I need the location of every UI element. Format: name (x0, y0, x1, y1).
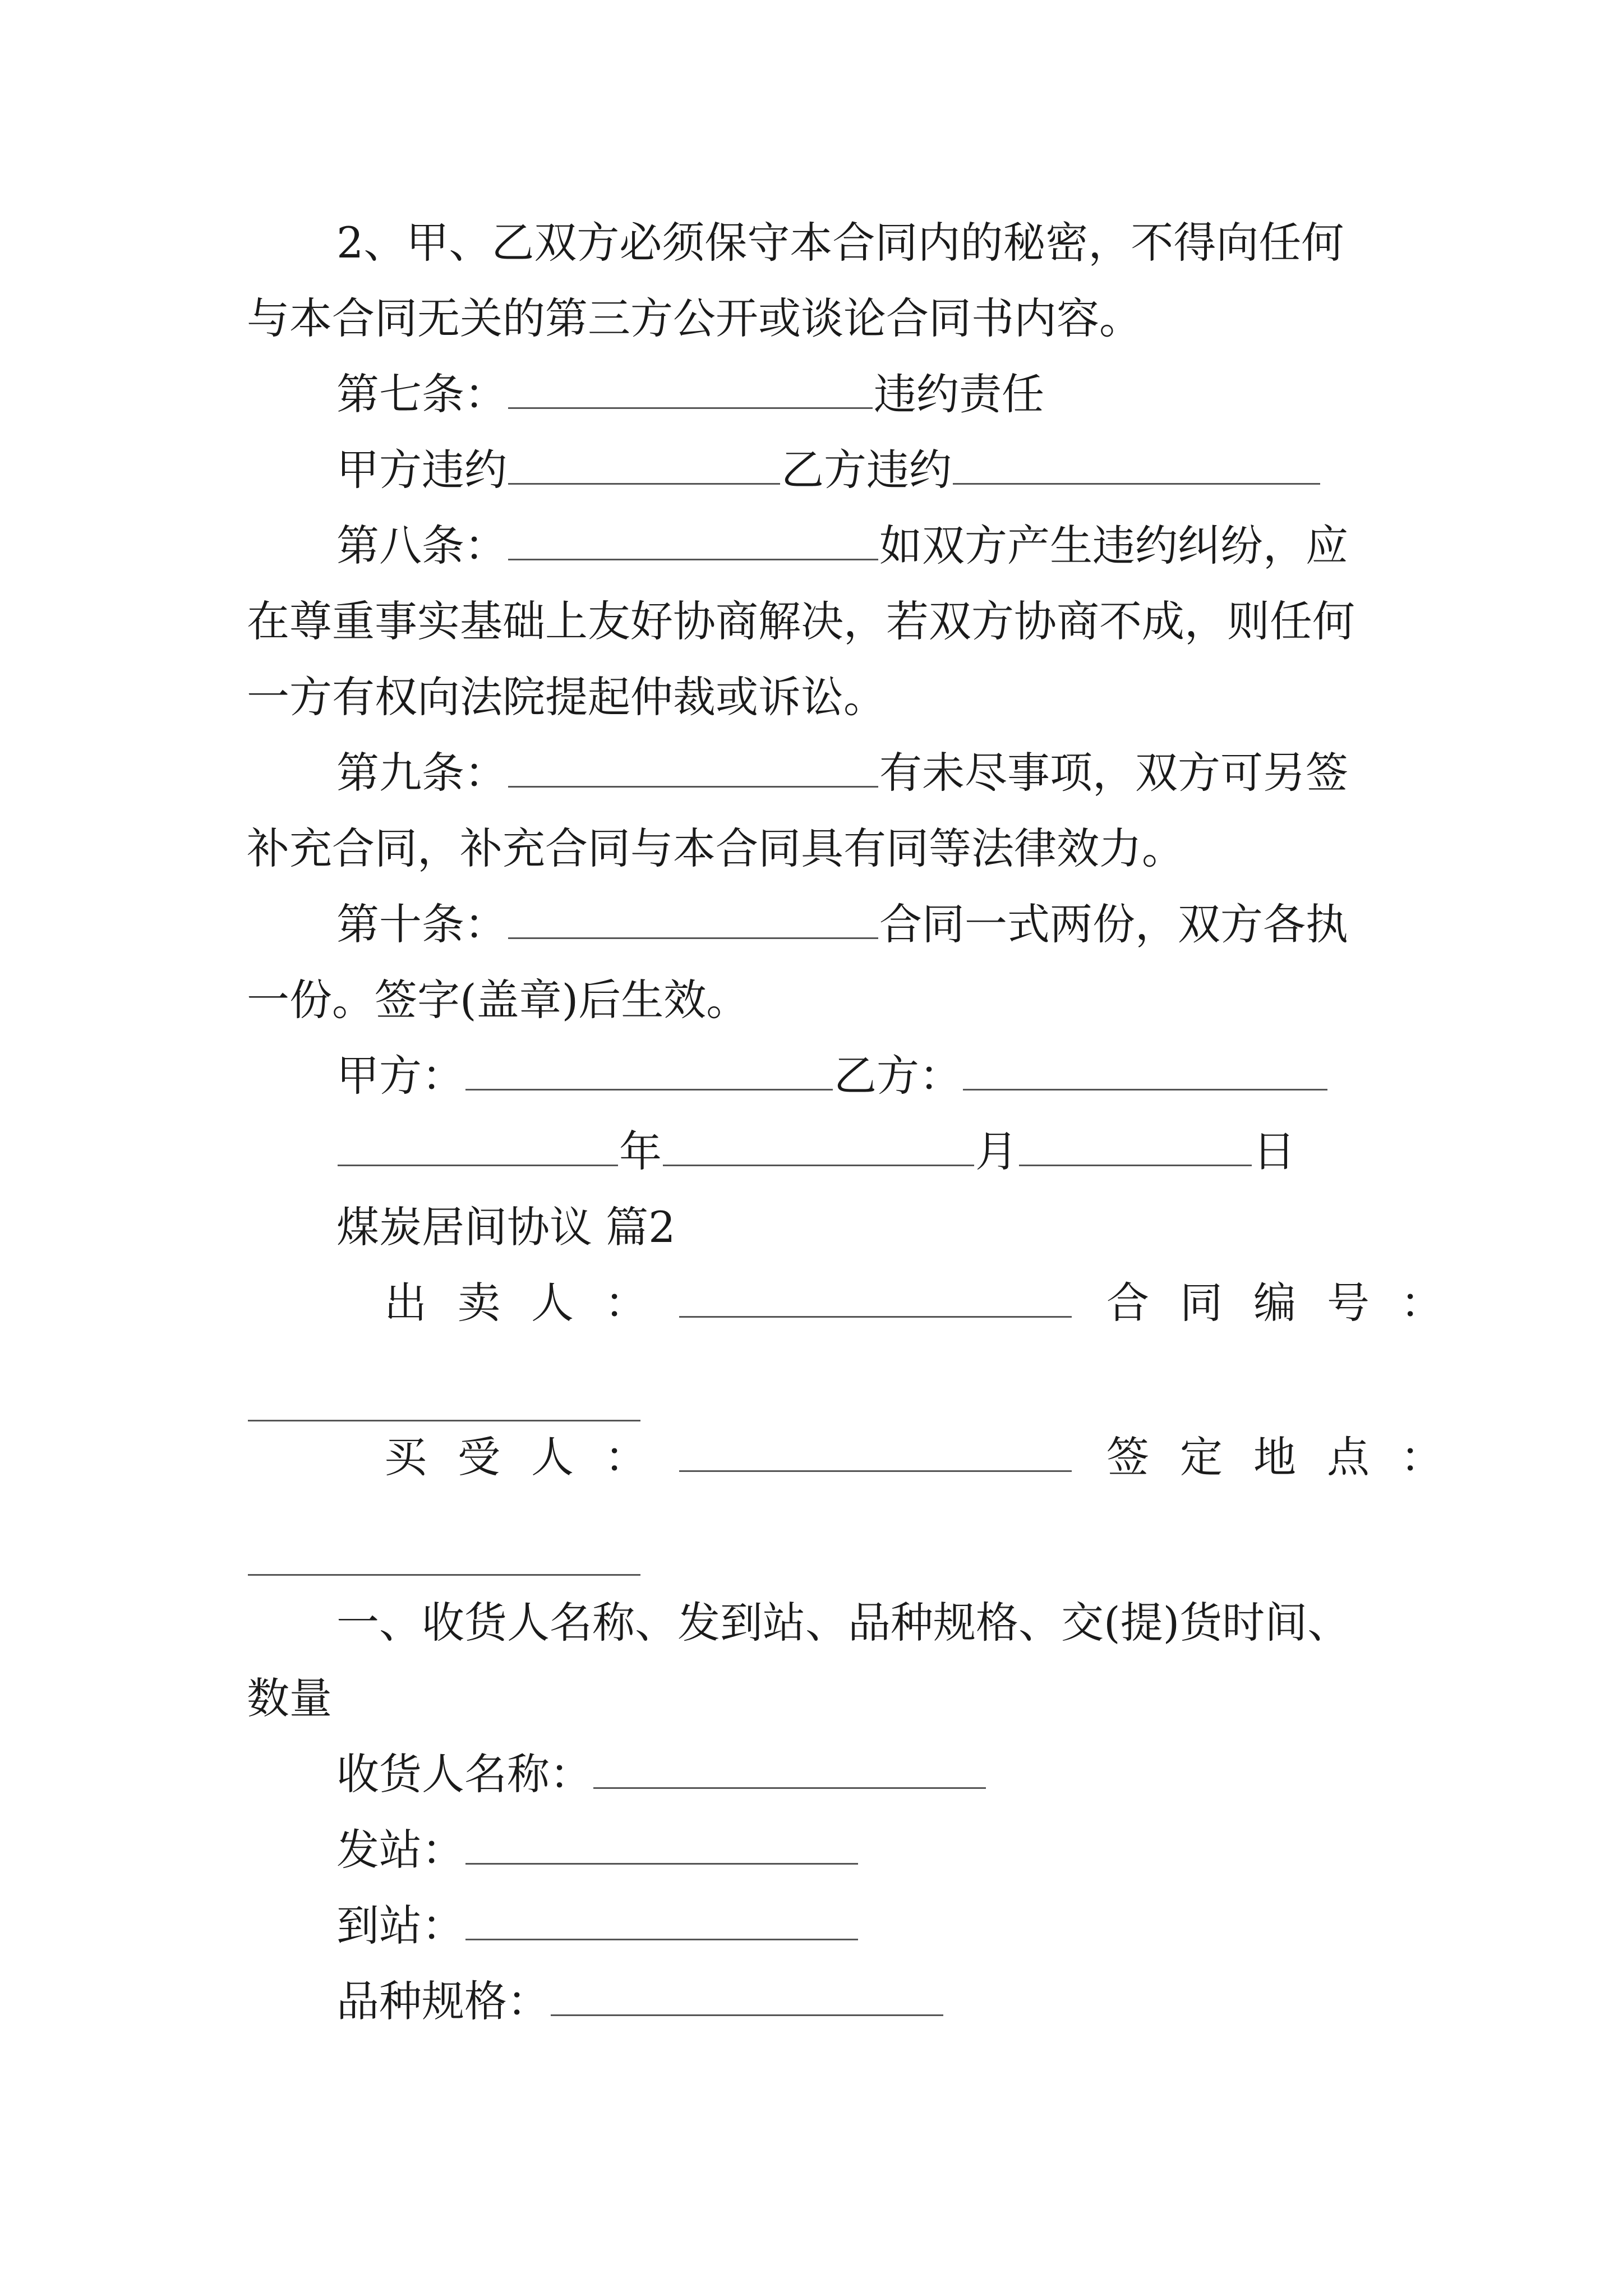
day-blank (1019, 1164, 1252, 1166)
article-8-line1 (336, 521, 1348, 570)
sign-place-blank-line (247, 1540, 642, 1582)
arrive-station-line (336, 1901, 859, 1950)
depart-station-line (336, 1825, 859, 1875)
party-a-breach-label: 甲方违约 (336, 445, 507, 495)
party-b-blank (963, 1088, 1327, 1091)
contract-no-blank-line (247, 1386, 642, 1428)
article-8-label: 第八条： (336, 521, 507, 570)
month-blank (663, 1164, 974, 1166)
article-9-line1 (336, 748, 1348, 798)
article-8-text: 如双方产生违约纠纷，应 (879, 521, 1348, 570)
party-b-breach-blank (953, 482, 1320, 485)
party-a-breach-blank (508, 482, 780, 485)
date-line (336, 1126, 1295, 1176)
depart-station-blank (465, 1862, 858, 1865)
arrive-station-label: 到站： (336, 1901, 464, 1950)
article-10-text: 合同一式两份，双方各执 (879, 899, 1348, 949)
year-label: 年 (619, 1126, 662, 1176)
clause-1-line1: 一、收货人名称、发到站、品种规格、交(提)货时间、 (336, 1598, 1350, 1648)
article-9-label: 第九条： (336, 748, 507, 798)
consignee-label: 收货人名称： (336, 1749, 592, 1799)
paragraph-confidentiality-line2: 与本合同无关的第三方公开或谈论合同书内容。 (247, 293, 1142, 343)
spec-blank (551, 2014, 943, 2016)
seller-blank (679, 1315, 1072, 1318)
article-7-label: 第七条： (336, 369, 507, 419)
article-10-blank (508, 937, 878, 939)
depart-station-label: 发站： (336, 1825, 464, 1875)
arrive-station-blank (465, 1938, 858, 1940)
article-8-line2: 在尊重事实基础上友好协商解决，若双方协商不成，则任何 (247, 596, 1355, 646)
party-signature-line (336, 1051, 1329, 1101)
contract-no-blank (248, 1419, 640, 1421)
seller-line (384, 1278, 1474, 1328)
consignee-line (336, 1749, 987, 1799)
article-9-line2: 补充合同，补充合同与本合同具有同等法律效力。 (247, 823, 1184, 873)
buyer-blank (679, 1470, 1072, 1472)
consignee-blank (593, 1787, 986, 1789)
breach-line (336, 445, 1321, 495)
contract-no-label: 合同编号： (1106, 1278, 1474, 1328)
paragraph-confidentiality-line1: 2、甲、乙双方必须保守本合同内的秘密，不得向任何 (336, 218, 1344, 268)
article-10-line1 (336, 899, 1348, 949)
article-7-line (336, 369, 1044, 419)
sign-place-label: 签定地点： (1106, 1432, 1474, 1482)
article-9-text: 有未尽事项，双方可另签 (879, 748, 1348, 798)
spec-label: 品种规格： (336, 1976, 550, 2026)
article-8-blank (508, 558, 878, 560)
party-a-blank (465, 1088, 833, 1091)
buyer-line (384, 1432, 1474, 1482)
article-7-blank (508, 407, 873, 409)
buyer-label: 买受人： (384, 1432, 678, 1482)
seller-label: 出卖人： (384, 1278, 678, 1328)
article-9-blank (508, 785, 878, 788)
sign-place-blank (248, 1573, 640, 1576)
article-10-line2: 一份。签字(盖章)后生效。 (247, 975, 749, 1025)
clause-1-line2: 数量 (247, 1673, 332, 1723)
spec-line (336, 1976, 944, 2026)
party-b-label: 乙方： (834, 1051, 962, 1101)
section-title: 煤炭居间协议 篇2 (336, 1202, 676, 1252)
day-label: 日 (1253, 1126, 1295, 1176)
article-7-text: 违约责任 (874, 369, 1044, 419)
party-b-breach-label: 乙方违约 (781, 445, 952, 495)
article-10-label: 第十条： (336, 899, 507, 949)
month-label: 月 (975, 1126, 1018, 1176)
article-8-line3: 一方有权向法院提起仲裁或诉讼。 (247, 672, 886, 722)
party-a-label: 甲方： (336, 1051, 464, 1101)
year-blank (338, 1164, 618, 1166)
